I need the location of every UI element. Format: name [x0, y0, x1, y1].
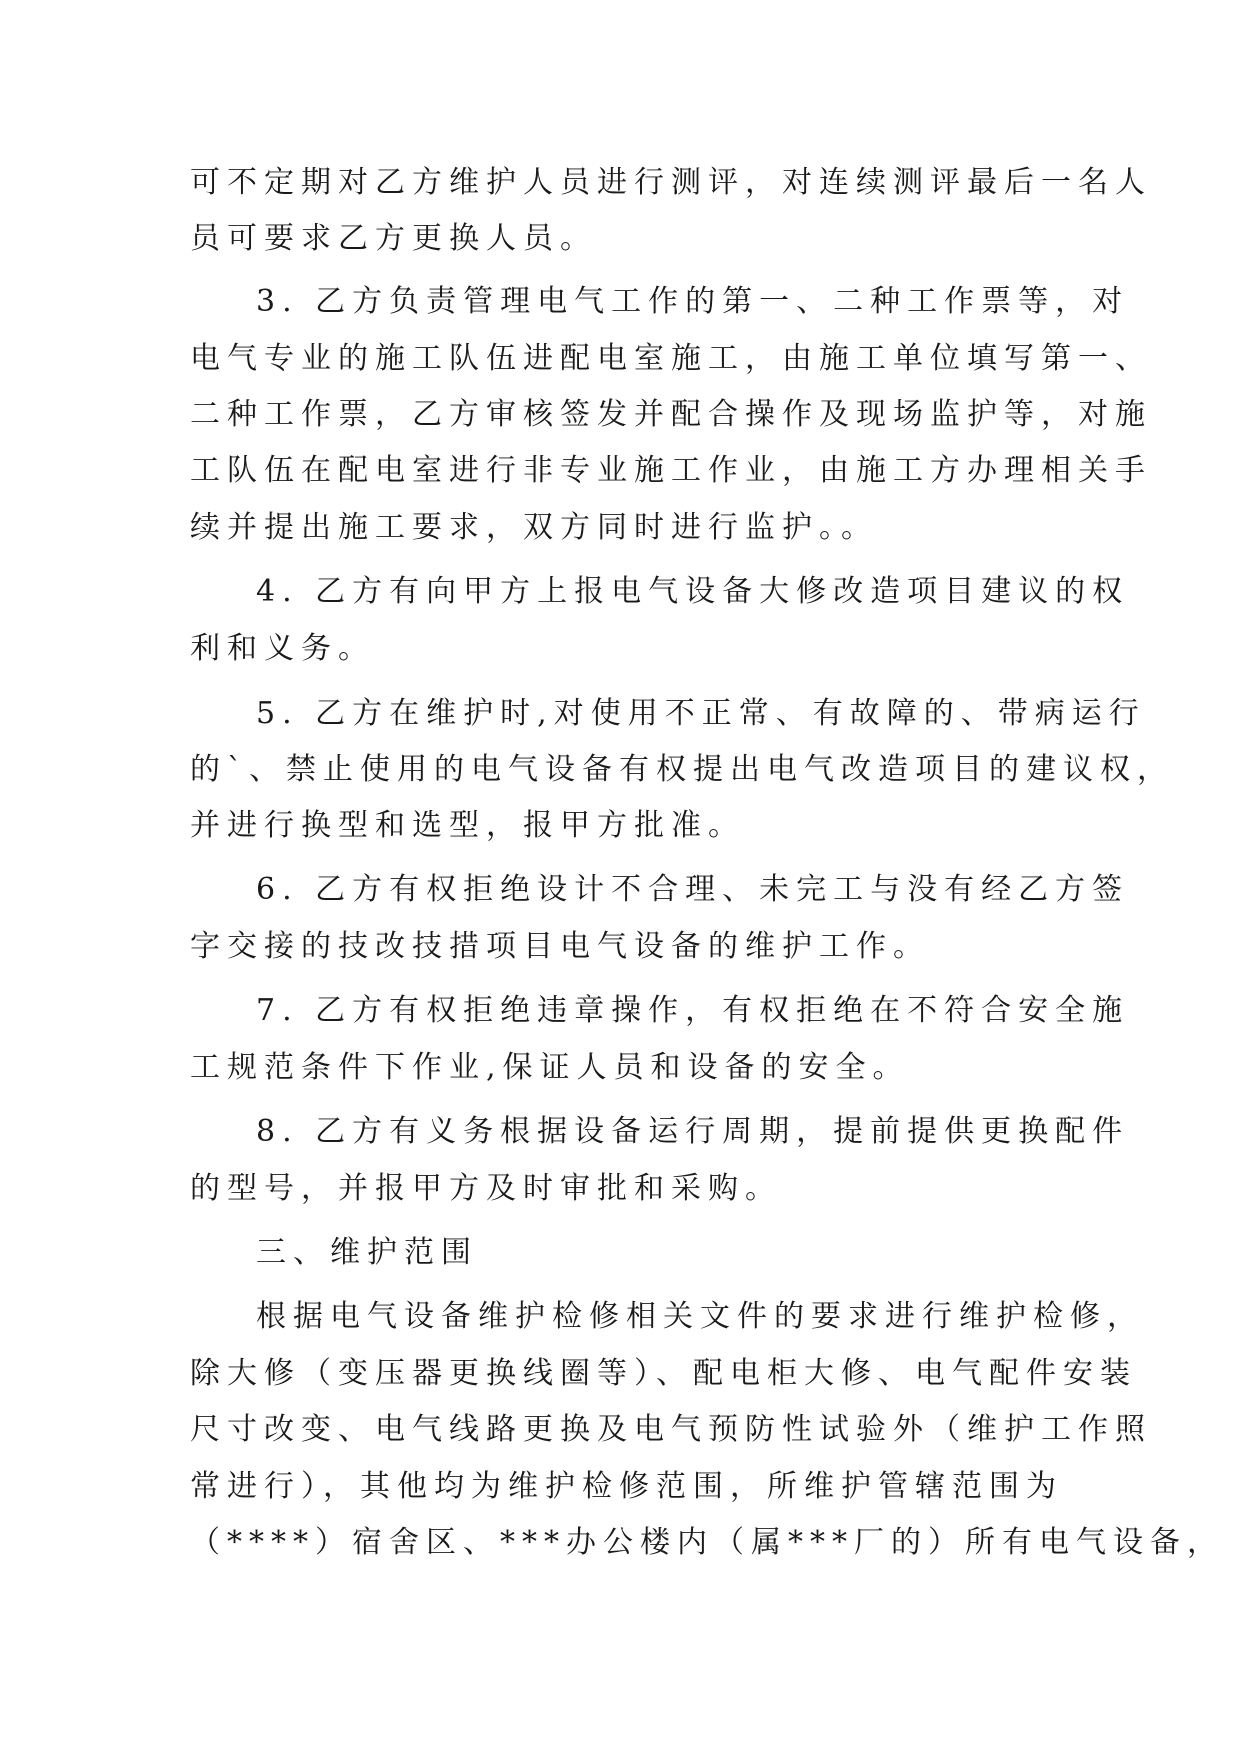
text-line: 7. 乙方有权拒绝违章操作，有权拒绝在不符合安全施: [256, 993, 1130, 1028]
text-line: 的型号，并报甲方及时审批和采购。: [190, 1171, 782, 1206]
text-line: 3. 乙方负责管理电气工作的第一、二种工作票等，对: [256, 284, 1130, 319]
text-line: 电气专业的施工队伍进配电室施工，由施工单位填写第一、: [190, 341, 1152, 376]
text-line: 工队伍在配电室进行非专业施工作业，由施工方办理相关手: [190, 453, 1152, 488]
text-line: 二种工作票，乙方审核签发并配合操作及现场监护等，对施: [190, 397, 1152, 432]
text-line: 5. 乙方在维护时,对使用不正常、有故障的、带病运行: [256, 696, 1146, 731]
text-line: 根据电气设备维护检修相关文件的要求进行维护检修，: [256, 1299, 1144, 1334]
text-line: 可不定期对乙方维护人员进行测评，对连续测评最后一名人: [190, 165, 1152, 200]
text-line: 常进行），其他均为维护检修范围，所维护管辖范围为: [190, 1469, 1063, 1504]
text-line: 尺寸改变、电气线路更换及电气预防性试验外（维护工作照: [190, 1412, 1152, 1447]
text-line: （****）宿舍区、***办公楼内（属***厂的）所有电气设备，: [190, 1525, 1224, 1560]
text-line: 除大修（变压器更换线圈等）、配电柜大修、电气配件安装: [190, 1356, 1137, 1391]
text-line: 员可要求乙方更换人员。: [190, 221, 597, 256]
text-line: 的`、禁止使用的电气设备有权提出电气改造项目的建议权，: [190, 752, 1174, 787]
section-heading: 三、维护范围: [256, 1235, 478, 1270]
text-line: 6. 乙方有权拒绝设计不合理、未完工与没有经乙方签: [256, 872, 1130, 907]
text-line: 工规范条件下作业,保证人员和设备的安全。: [190, 1050, 910, 1085]
text-line: 续并提出施工要求，双方同时进行监护。。: [190, 510, 878, 545]
text-line: 4. 乙方有向甲方上报电气设备大修改造项目建议的权: [256, 574, 1130, 609]
text-line: 8. 乙方有义务根据设备运行周期，提前提供更换配件: [256, 1114, 1130, 1149]
text-line: 字交接的技改技措项目电气设备的维护工作。: [190, 929, 930, 964]
text-line: 利和义务。: [190, 631, 375, 666]
text-line: 并进行换型和选型，报甲方批准。: [190, 808, 745, 843]
